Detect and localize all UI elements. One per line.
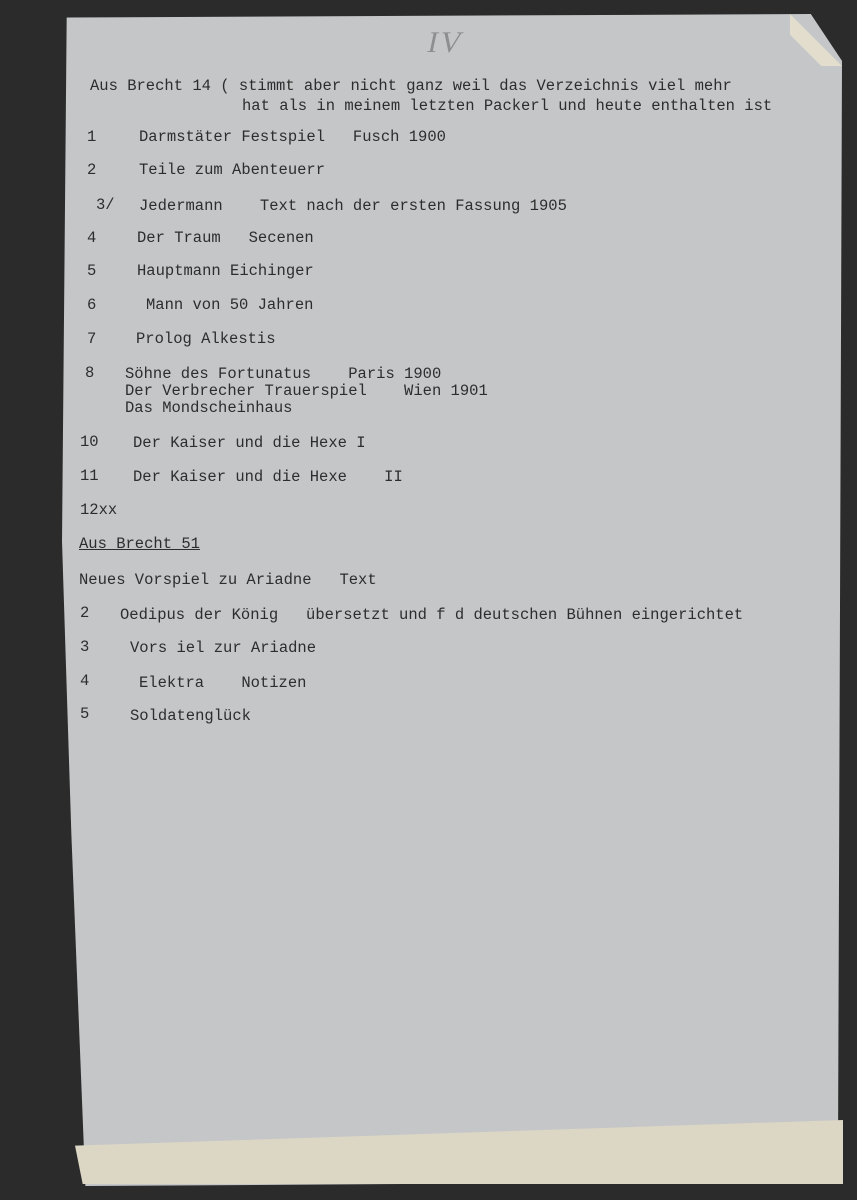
- item-text: Der Verbrecher Trauerspiel Wien 1901: [125, 382, 488, 400]
- item-text: Teile zum Abenteuerr: [139, 161, 326, 179]
- item-text: Elektra Notizen: [139, 674, 307, 692]
- item-number: 5: [87, 262, 97, 280]
- item-text: Der Traum Secenen: [137, 229, 314, 247]
- item-number: 2: [80, 604, 90, 622]
- item-text: Darmstäter Festspiel Fusch 1900: [139, 128, 446, 146]
- item-number: 10: [80, 433, 99, 451]
- item-text: Söhne des Fortunatus Paris 1900: [125, 365, 442, 383]
- item-text: Jedermann Text nach der ersten Fassung 1905: [139, 197, 567, 215]
- item-text: Mann von 50 Jahren: [146, 296, 314, 314]
- item-text: Vors iel zur Ariadne: [130, 639, 317, 657]
- item-number: 1: [87, 128, 97, 146]
- item-struck: 12xx: [80, 501, 118, 519]
- item-text: Oedipus der König übersetzt und f d deutschen Bühnen eingerichtet: [120, 606, 744, 624]
- item-number: 11: [80, 467, 99, 485]
- item-text: Soldatenglück: [130, 707, 251, 725]
- item-text: Prolog Alkestis: [136, 330, 276, 348]
- item-text: Das Mondscheinhaus: [125, 399, 293, 417]
- paper-sheet: [62, 14, 842, 1186]
- item-text: Der Kaiser und die Hexe II: [133, 468, 403, 486]
- item-number: 8: [85, 364, 95, 382]
- item-number: 4: [87, 229, 97, 247]
- header-line-1: Aus Brecht 14 ( stimmt aber nicht ganz weil das Verzeichnis viel mehr: [90, 77, 732, 95]
- section-title: Aus Brecht 51: [79, 535, 200, 553]
- item-text: Neues Vorspiel zu Ariadne Text: [79, 571, 377, 589]
- item-number: 6: [87, 296, 97, 314]
- page-number: IV: [424, 26, 468, 59]
- header-line-2: hat als in meinem letzten Packerl und heute enthalten ist: [242, 97, 773, 115]
- item-number: 4: [80, 672, 90, 690]
- item-text: Der Kaiser und die Hexe I: [133, 434, 366, 452]
- item-number: 7: [87, 330, 97, 348]
- item-number: 5: [80, 705, 90, 723]
- item-number: 2: [87, 161, 97, 179]
- item-number: 3: [80, 638, 90, 656]
- item-text: Hauptmann Eichinger: [137, 262, 314, 280]
- item-number: 3/: [96, 196, 115, 214]
